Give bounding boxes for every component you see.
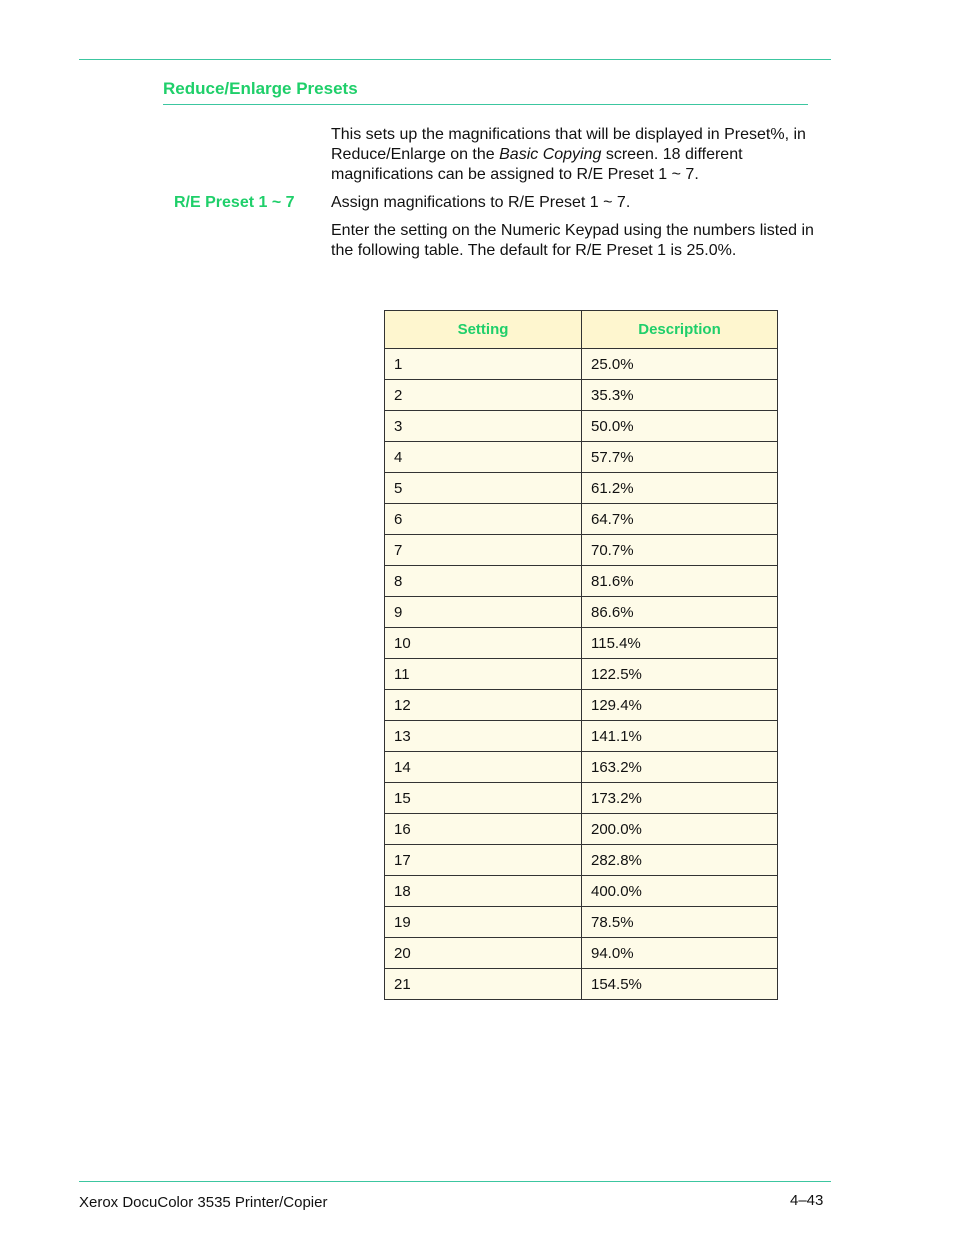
- top-rule: [79, 59, 831, 60]
- section-title: Reduce/Enlarge Presets: [163, 79, 358, 98]
- footer-page-number: 4–43: [790, 1192, 824, 1209]
- setting-cell: 11: [385, 659, 582, 690]
- setting-cell: 3: [385, 411, 582, 442]
- setting-cell: 1: [385, 349, 582, 380]
- description-cell: 57.7%: [582, 442, 778, 473]
- setting-cell: 2: [385, 380, 582, 411]
- setting-cell: 21: [385, 969, 582, 1000]
- setting-cell: 15: [385, 783, 582, 814]
- table-body: [385, 349, 778, 1000]
- description-cell: 115.4%: [582, 628, 778, 659]
- table-row: [385, 380, 778, 411]
- table-row: [385, 535, 778, 566]
- setting-cell: 13: [385, 721, 582, 752]
- intro-text-part1: This sets up the magnifications that will be displayed in Preset%, in Reduce/Enlarge on the: [331, 126, 806, 163]
- setting-cell: 17: [385, 845, 582, 876]
- setting-cell: 20: [385, 938, 582, 969]
- table-row: [385, 597, 778, 628]
- table-row: [385, 659, 778, 690]
- setting-cell: 4: [385, 442, 582, 473]
- intro-paragraph: [331, 125, 836, 185]
- bottom-rule: [79, 1181, 831, 1182]
- setting-cell: 14: [385, 752, 582, 783]
- setting-cell: 5: [385, 473, 582, 504]
- description-cell: 25.0%: [582, 349, 778, 380]
- enter-paragraph: Enter the setting on the Numeric Keypad using the numbers listed in the following table. The default for R/E Preset 1 is 25.0%.: [331, 222, 814, 259]
- setting-cell: 10: [385, 628, 582, 659]
- description-cell: 50.0%: [582, 411, 778, 442]
- preset-label: R/E Preset 1 ~ 7: [174, 194, 295, 211]
- description-cell: 141.1%: [582, 721, 778, 752]
- setting-cell: 8: [385, 566, 582, 597]
- presets-table: [384, 310, 778, 1000]
- table-row: [385, 938, 778, 969]
- table-row: [385, 504, 778, 535]
- table-row: [385, 721, 778, 752]
- description-cell: 173.2%: [582, 783, 778, 814]
- table-row: [385, 907, 778, 938]
- table-row: [385, 752, 778, 783]
- table-header-row: [385, 311, 778, 349]
- description-cell: 122.5%: [582, 659, 778, 690]
- header-setting: Setting: [385, 311, 582, 349]
- description-cell: 35.3%: [582, 380, 778, 411]
- header-description: Description: [582, 311, 778, 349]
- intro-emphasis: Basic Copying: [499, 146, 602, 163]
- setting-cell: 16: [385, 814, 582, 845]
- table-row: [385, 783, 778, 814]
- table-row: [385, 411, 778, 442]
- setting-cell: 7: [385, 535, 582, 566]
- table-row: [385, 876, 778, 907]
- description-cell: 64.7%: [582, 504, 778, 535]
- setting-cell: 9: [385, 597, 582, 628]
- setting-cell: 18: [385, 876, 582, 907]
- description-cell: 70.7%: [582, 535, 778, 566]
- setting-cell: 12: [385, 690, 582, 721]
- section-title-rule: [163, 104, 808, 105]
- description-cell: 81.6%: [582, 566, 778, 597]
- description-cell: 400.0%: [582, 876, 778, 907]
- assign-paragraph: Assign magnifications to R/E Preset 1 ~ 7.: [331, 194, 631, 211]
- table-row: [385, 442, 778, 473]
- description-cell: 86.6%: [582, 597, 778, 628]
- setting-cell: 19: [385, 907, 582, 938]
- setting-cell: 6: [385, 504, 582, 535]
- footer-product: Xerox DocuColor 3535 Printer/Copier: [79, 1194, 328, 1211]
- description-cell: 282.8%: [582, 845, 778, 876]
- description-cell: 94.0%: [582, 938, 778, 969]
- table-row: [385, 814, 778, 845]
- description-cell: 129.4%: [582, 690, 778, 721]
- description-cell: 200.0%: [582, 814, 778, 845]
- description-cell: 163.2%: [582, 752, 778, 783]
- table-row: [385, 845, 778, 876]
- description-cell: 154.5%: [582, 969, 778, 1000]
- table-row: [385, 690, 778, 721]
- table-row: [385, 349, 778, 380]
- description-cell: 61.2%: [582, 473, 778, 504]
- table-row: [385, 628, 778, 659]
- intro-text-part2: screen. 18 different magnifications can be assigned to R/E Preset 1 ~ 7.: [331, 146, 743, 183]
- table-row: [385, 566, 778, 597]
- description-cell: 78.5%: [582, 907, 778, 938]
- table-row: [385, 473, 778, 504]
- table-row: [385, 969, 778, 1000]
